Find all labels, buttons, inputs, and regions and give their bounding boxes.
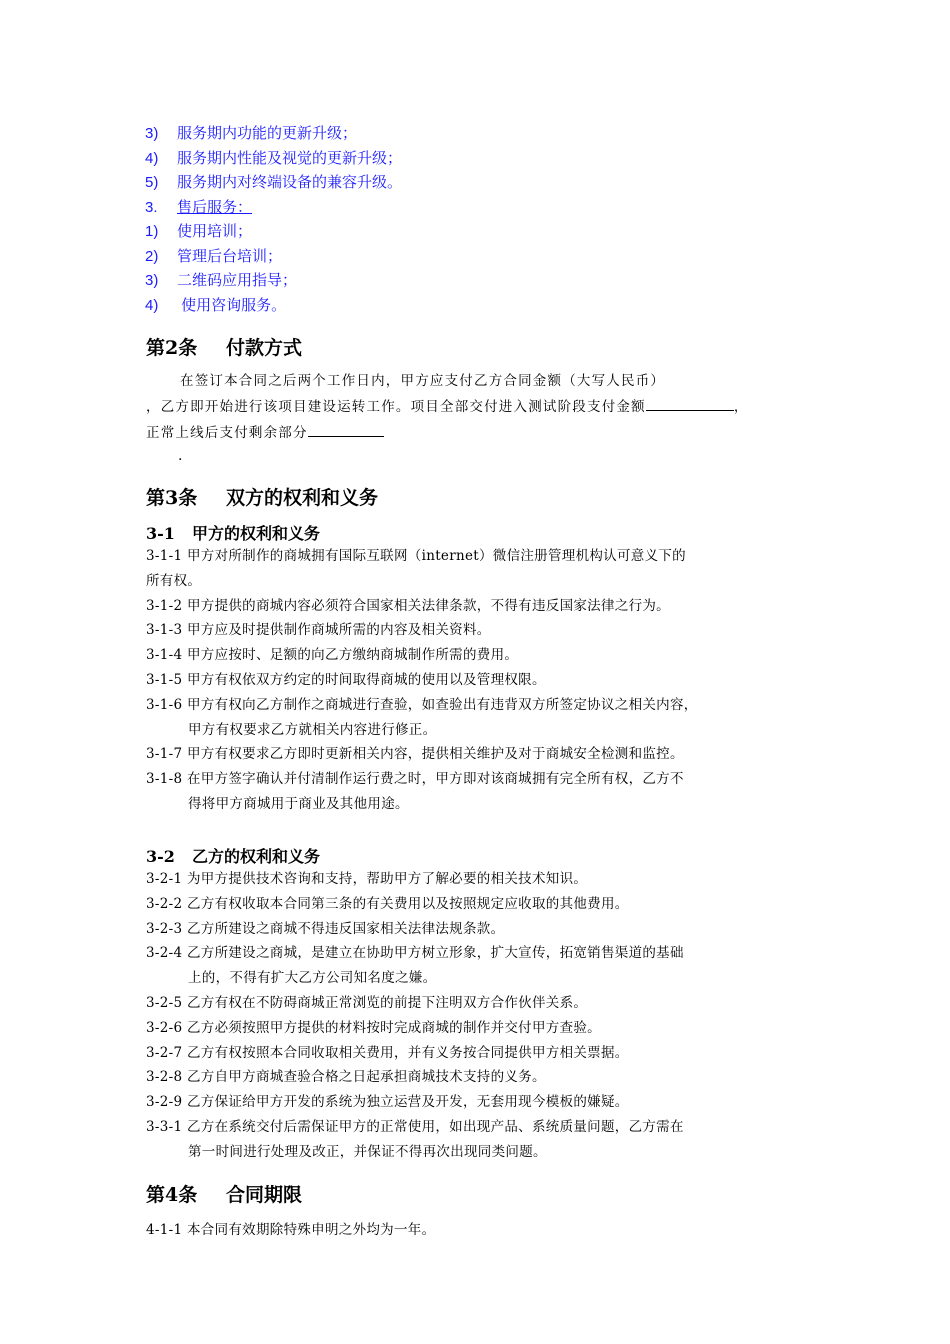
clause-item: 3-1-6 甲方有权向乙方制作之商城进行查验，如查验出有违背双方所签定协议之相关内容， 甲方有权要求乙方就相关内容进行修正。 [146,696,698,738]
list-item: 1) 使用培训； [145,223,253,240]
clause-item: 3-2-3 乙方所建设之商城不得违反国家相关法律法规条款。 [146,920,505,937]
clause-item: 3-1-8 在甲方签字确认并付清制作运行费之时，甲方即对该商城拥有完全所有权，乙方不 得将甲方商城用于商业及其他用途。 [146,771,684,812]
remaining-blank [308,420,384,437]
article-3-heading: 第3条 双方的权利和义务 [146,487,379,509]
list-item: 2) 管理后台培训； [145,247,283,265]
clause-item: 3-2-5 乙方有权在不防碍商城正常浏览的前提下注明双方合作伙伴关系。 [146,994,588,1011]
clause-item: 3-1-5 甲方有权依双方约定的时间取得商城的使用以及管理权限。 [146,671,546,688]
article-4-heading: 第4条 合同期限 [146,1184,303,1206]
clause-item: 3-2-4 乙方所建设之商城，是建立在协助甲方树立形象，扩大宣传，拓宽销售渠道的基础 上的，不得有扩大乙方公司知名度之嫌。 [146,945,684,987]
clause-item: 3-2-9 乙方保证给甲方开发的系统为独立运营及开发，无套用现今模板的嫌疑。 [146,1094,629,1111]
article-4-clauses [146,1218,818,1243]
list-item: 5) 服务期内对终端设备的兼容升级。 [145,174,403,191]
clause-item: 4-1-1 本合同有效期除特殊申明之外均为一年。 [146,1222,436,1238]
clause-item: 3-1-2 甲方提供的商城内容必须符合国家相关法律条款，不得有违反国家法律之行为。 [146,597,670,614]
list-item: 4) 服务期内性能及视觉的更新升级； [145,149,403,167]
clause-item: 3-2-7 乙方有权按照本合同收取相关费用，并有义务按合同提供甲方相关票据。 [146,1044,629,1061]
payment-paragraph: 在签订本合同之后两个工作日内，甲方应支付乙方合同金额（大写人民币） ，乙方即开始进行该项目建设运转工作。项目全部交付进入测试阶段支付金额 ， 正常上线后支付剩余部分 [146,373,749,441]
section-3-1-heading: 3-1 甲方的权利和义务 [146,524,321,543]
clause-item: 3-3-1 乙方在系统交付后需保证甲方的正常使用，如出现产品、系统质量问题，乙方需在 第一时间进行处理及改正，并保证不得再次出现同类问题。 [146,1118,684,1160]
clause-item: 3-2-2 乙方有权收取本合同第三条的有关费用以及按照规定应收取的其他费用。 [146,895,629,912]
clause-item: 3-1-1 甲方对所制作的商城拥有国际互联网（internet）微信注册管理机构认可意义下的 所有权。 [146,548,686,589]
stray-dot: . [178,448,183,464]
clause-item: 3-1-3 甲方应及时提供制作商城所需的内容及相关资料。 [146,622,491,639]
clause-item: 3-2-8 乙方自甲方商城查验合格之日起承担商城技术支持的义务。 [146,1069,546,1086]
service-list [145,122,845,318]
list-item: 3) 服务期内功能的更新升级； [145,125,358,142]
list-item: 4) 使用咨询服务。 [145,296,287,314]
section-3-2-heading: 3-2 乙方的权利和义务 [146,847,321,866]
section-3-2-clauses [146,867,818,1165]
clause-item: 3-2-6 乙方必须按照甲方提供的材料按时完成商城的制作并交付甲方查验。 [146,1019,601,1036]
clause-item: 3-1-7 甲方有权要求乙方即时更新相关内容，提供相关维护及对于商城安全检测和监控。 [146,746,684,763]
list-item-heading: 3. 售后服务： [145,198,253,216]
amount-blank [646,394,734,411]
clause-item: 3-2-1 为甲方提供技术咨询和支持，帮助甲方了解必要的相关技术知识。 [146,871,588,887]
list-item: 3) 二维码应用指导； [145,272,298,289]
section-3-1-clauses [146,544,818,817]
article-2-heading: 第2条 付款方式 [146,337,303,359]
clause-item: 3-1-4 甲方应按时、足额的向乙方缴纳商城制作所需的费用。 [146,647,519,664]
